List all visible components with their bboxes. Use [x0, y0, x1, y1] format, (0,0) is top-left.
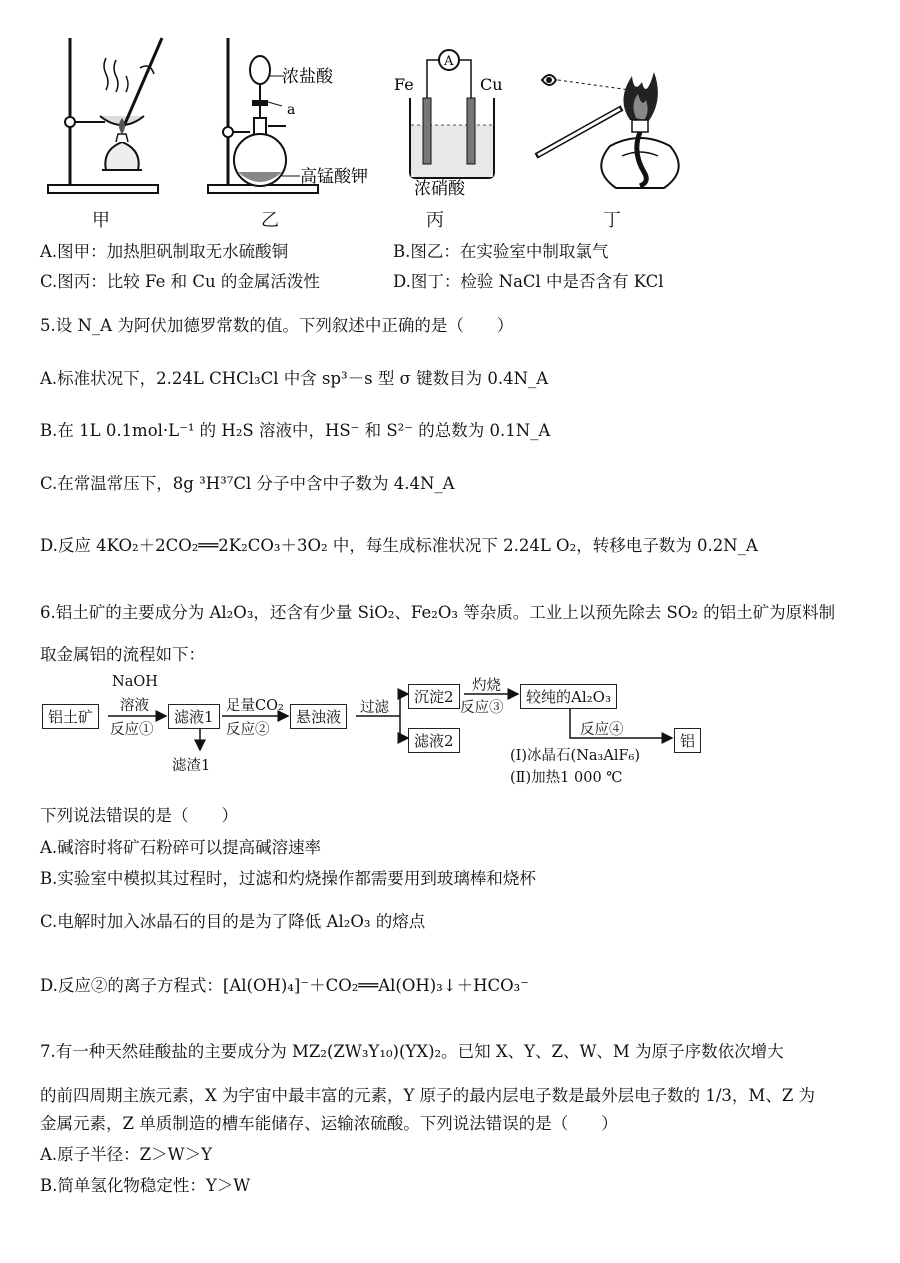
flow-box-al: 铝: [674, 728, 701, 753]
flow-r2: 反应②: [226, 722, 270, 738]
q6-flow-diagram: [40, 672, 740, 797]
q6-stem-line1: 6.铝土矿的主要成分为 Al₂O₃，还含有少量 SiO₂、Fe₂O₃ 等杂质。工业上以预先除去 SO₂ 的铝土矿为原料制: [40, 603, 836, 622]
flow-box-suspension: 悬浊液: [290, 704, 347, 729]
figure-yi: [200, 30, 390, 200]
flow-box-precip2: 沉淀2: [408, 684, 460, 709]
flow-r3: 反应③: [460, 700, 504, 716]
yi-a-label: a: [287, 102, 296, 118]
bing-hno3-label: 浓硝酸: [414, 179, 465, 199]
yi-conc-hcl-label: 浓盐酸: [282, 67, 333, 87]
flow-naoh: NaOH: [112, 674, 158, 690]
bing-cu-label: Cu: [480, 75, 503, 94]
q6-stem-line2: 取金属铝的流程如下：: [40, 645, 205, 664]
figure-ding: [530, 60, 690, 200]
figure-label-bing: 丙: [426, 210, 444, 231]
q4-option-b: B.图乙：在实验室中制取氯气: [393, 242, 609, 261]
flow-cond2: (Ⅱ)加热1 000 ℃: [510, 770, 623, 786]
flow-box-bauxite: 铝土矿: [42, 704, 99, 729]
figure-bing: [392, 40, 522, 200]
q4-option-d: D.图丁：检验 NaCl 中是否含有 KCl: [393, 272, 664, 291]
figure-jia: [40, 30, 170, 200]
flow-solution: 溶液: [120, 698, 149, 714]
flow-filter: 过滤: [360, 700, 389, 716]
bing-fe-label: Fe: [394, 75, 414, 94]
q5-option-d: D.反应 4KO₂＋2CO₂══2K₂CO₃＋3O₂ 中，每生成标准状况下 2.24L O₂，转移电子数为 0.2N_A: [40, 536, 758, 555]
q5-option-a: A.标准状况下，2.24L CHCl₃Cl 中含 sp³－s 型 σ 键数目为 0.4N_A: [40, 369, 549, 388]
flow-box-pure-alumina: 较纯的Al₂O₃: [520, 684, 617, 709]
q6-option-b: B.实验室中模拟其过程时，过滤和灼烧操作都需要用到玻璃棒和烧杯: [40, 869, 536, 888]
q6-option-c: C.电解时加入冰晶石的目的是为了降低 Al₂O₃ 的熔点: [40, 912, 426, 931]
flow-r1: 反应①: [110, 722, 154, 738]
q7-line3: 金属元素，Z 单质制造的槽车能储存、运输浓硫酸。下列说法错误的是（ ）: [40, 1114, 618, 1133]
q6-option-a: A.碱溶时将矿石粉碎可以提高碱溶速率: [40, 838, 322, 857]
q7-line2: 的前四周期主族元素，X 为宇宙中最丰富的元素，Y 原子的最内层电子数是最外层电子数的 1/3，M、Z 为: [40, 1086, 816, 1105]
bing-ammeter-label: A: [444, 54, 454, 69]
flow-residue1: 滤渣1: [172, 758, 211, 774]
flow-calcine: 灼烧: [472, 678, 501, 694]
q4-option-c: C.图丙：比较 Fe 和 Cu 的金属活泼性: [40, 272, 320, 291]
q7-line1: 7.有一种天然硅酸盐的主要成分为 MZ₂(ZW₃Y₁₀)(YX)₂。已知 X、Y、Z、W、M 为原子序数依次增大: [40, 1042, 784, 1061]
figure-label-ding: 丁: [603, 210, 621, 231]
q4-option-a: A.图甲：加热胆矾制取无水硫酸铜: [40, 242, 289, 261]
q7-option-b: B.简单氢化物稳定性：Y＞W: [40, 1176, 251, 1195]
flow-cond1: (Ⅰ)冰晶石(Na₃AlF₆): [510, 748, 640, 764]
figure-label-yi: 乙: [261, 210, 279, 231]
figure-label-jia: 甲: [92, 210, 110, 231]
q6-option-d: D.反应②的离子方程式：[Al(OH)₄]⁻＋CO₂══Al(OH)₃↓＋HCO₃⁻: [40, 976, 529, 995]
flow-r4: 反应④: [580, 722, 624, 738]
flow-box-filtrate2: 滤液2: [408, 728, 460, 753]
q5-option-b: B.在 1L 0.1mol·L⁻¹ 的 H₂S 溶液中，HS⁻ 和 S²⁻ 的总数为 0.1N_A: [40, 421, 551, 440]
flow-co2: 足量CO₂: [226, 698, 284, 714]
q5-option-c: C.在常温常压下，8g ³H³⁷Cl 分子中含中子数为 4.4N_A: [40, 474, 455, 493]
q5-stem: 5.设 N_A 为阿伏加德罗常数的值。下列叙述中正确的是（ ）: [40, 316, 514, 335]
yi-kmno4-label: 高锰酸钾: [300, 167, 368, 187]
flow-box-filtrate1: 滤液1: [168, 704, 220, 729]
q7-option-a: A.原子半径：Z＞W＞Y: [40, 1145, 212, 1164]
q6-question: 下列说法错误的是（ ）: [40, 806, 238, 825]
